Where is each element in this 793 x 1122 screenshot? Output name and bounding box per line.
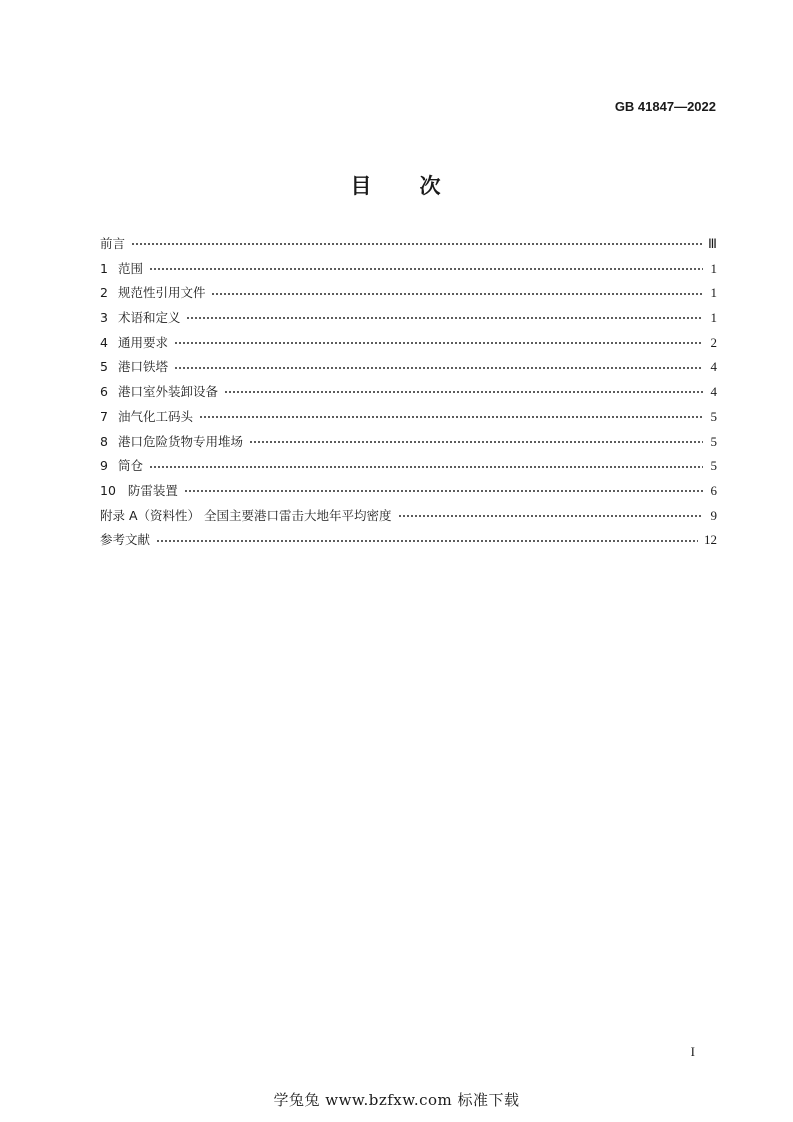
toc-dot-leader — [149, 466, 703, 468]
toc-dot-leader — [249, 441, 703, 443]
toc-dot-leader — [149, 268, 703, 270]
page-number: I — [690, 1044, 695, 1059]
table-of-contents — [100, 232, 717, 553]
toc-entry-number: 10 — [100, 482, 116, 498]
toc-dot-leader — [186, 317, 703, 319]
toc-entry-7[interactable] — [100, 405, 717, 430]
toc-entry-page: 1 — [710, 260, 717, 276]
toc-entry-5[interactable] — [100, 355, 717, 380]
toc-entry-page: 5 — [710, 408, 717, 424]
toc-entry-page: 4 — [710, 359, 717, 375]
toc-entry-label: 港口铁塔 — [117, 359, 168, 375]
toc-entry-6[interactable] — [100, 380, 717, 405]
toc-entry-number: 2 — [100, 285, 108, 301]
toc-entry-label: 通用要求 — [117, 334, 168, 350]
toc-entry-number: 7 — [100, 408, 108, 424]
toc-entry-number: 6 — [100, 384, 108, 400]
toc-entry-3[interactable] — [100, 306, 717, 331]
toc-entry-label: 术语和定义 — [117, 310, 181, 326]
toc-dot-leader — [398, 515, 704, 517]
toc-entry-number: 8 — [100, 433, 108, 449]
toc-entry-page: 5 — [710, 433, 717, 449]
page-title — [0, 170, 793, 200]
toc-entry-label: 附录 A（资料性） 全国主要港口雷击大地年平均密度 — [100, 507, 392, 523]
toc-entry-annex-a[interactable] — [100, 504, 717, 529]
toc-dot-leader — [156, 540, 698, 542]
toc-dot-leader — [211, 293, 703, 295]
toc-dot-leader — [224, 391, 703, 393]
toc-entry-page: 6 — [710, 482, 717, 498]
toc-dot-leader — [184, 490, 703, 492]
standard-code: GB 41847—2022 — [614, 99, 716, 114]
toc-entry-page: 4 — [710, 384, 717, 400]
toc-entry-page: 5 — [710, 458, 717, 474]
toc-entry-label: 参考文献 — [100, 532, 151, 548]
toc-entry-10[interactable] — [100, 479, 717, 504]
toc-entry-number: 3 — [100, 310, 108, 326]
toc-entry-label: 规范性引用文件 — [117, 285, 206, 301]
title-char-1: 目 — [350, 174, 374, 198]
toc-entry-foreword[interactable] — [100, 232, 717, 257]
toc-entry-bibliography[interactable] — [100, 528, 717, 553]
toc-entry-page: 1 — [710, 310, 717, 326]
toc-entry-label: 前言 — [100, 236, 126, 251]
toc-entry-2[interactable] — [100, 281, 717, 306]
toc-entry-label: 筒仓 — [117, 458, 143, 474]
toc-dot-leader — [131, 243, 702, 245]
title-char-2: 次 — [419, 174, 443, 198]
toc-entry-label: 范围 — [117, 260, 143, 276]
toc-entry-page: 2 — [710, 334, 717, 350]
toc-entry-8[interactable] — [100, 430, 717, 455]
toc-entry-number: 4 — [100, 334, 108, 350]
toc-entry-page: Ⅲ — [708, 236, 717, 251]
toc-dot-leader — [174, 367, 703, 369]
toc-entry-page: 1 — [710, 285, 717, 301]
toc-dot-leader — [174, 342, 703, 344]
toc-entry-number: 9 — [100, 458, 108, 474]
footer-watermark: 学兔兔 www.bzfxw.com 标准下载 — [273, 1091, 520, 1109]
toc-dot-leader — [199, 416, 703, 418]
toc-entry-label: 油气化工码头 — [117, 408, 193, 424]
toc-entry-page: 9 — [710, 507, 717, 523]
toc-entry-page: 12 — [704, 532, 717, 548]
toc-entry-number: 1 — [100, 260, 108, 276]
toc-entry-label: 港口室外装卸设备 — [117, 384, 218, 400]
toc-entry-label: 防雷装置 — [127, 482, 178, 498]
toc-entry-number: 5 — [100, 359, 108, 375]
toc-entry-1[interactable] — [100, 257, 717, 282]
toc-entry-4[interactable] — [100, 331, 717, 356]
toc-entry-9[interactable] — [100, 454, 717, 479]
toc-entry-label: 港口危险货物专用堆场 — [117, 433, 243, 449]
